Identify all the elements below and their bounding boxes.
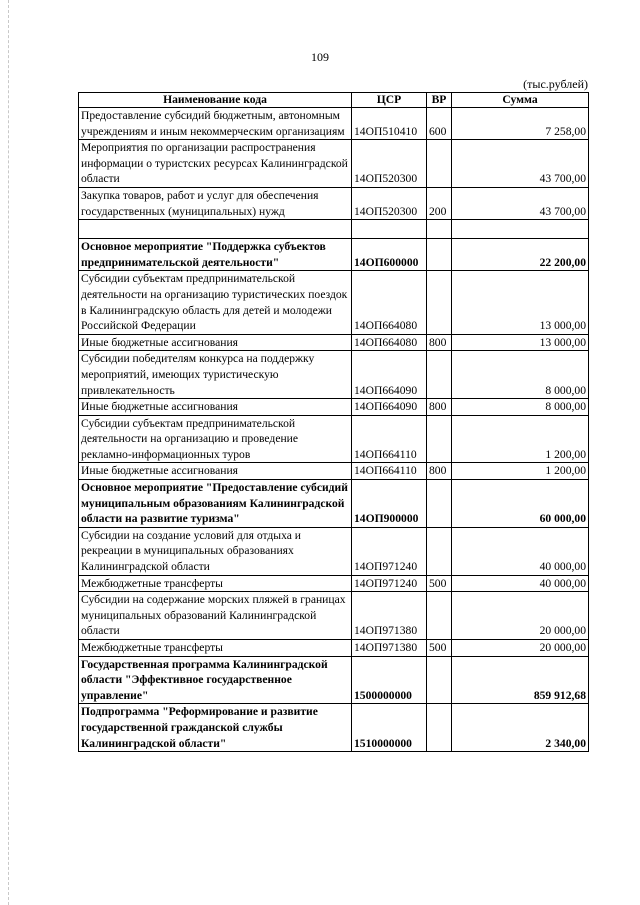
cell-sum: 8 000,00 [452, 399, 589, 416]
cell-csr: 14ОП971380 [352, 592, 427, 640]
cell-csr: 1510000000 [352, 704, 427, 752]
table-row [79, 108, 589, 140]
table-row [79, 351, 589, 399]
cell-sum: 43 700,00 [452, 140, 589, 188]
cell-vr [427, 415, 452, 463]
table-row [79, 527, 589, 575]
cell-csr: 14ОП664090 [352, 399, 427, 416]
cell-csr: 14ОП900000 [352, 480, 427, 528]
cell-sum: 7 258,00 [452, 108, 589, 140]
cell-vr [427, 239, 452, 271]
cell-sum: 1 200,00 [452, 463, 589, 480]
cell-csr: 14ОП664110 [352, 463, 427, 480]
cell-name: Субсидии на создание условий для отдыха и рекреации в муниципальных образованиях Калининградской области [79, 527, 352, 575]
cell-sum: 22 200,00 [452, 239, 589, 271]
cell-name: Субсидии победителям конкурса на поддержку мероприятий, имеющих туристическую привлекательность [79, 351, 352, 399]
cell-csr: 1500000000 [352, 656, 427, 704]
table-row [79, 239, 589, 271]
table-row [79, 592, 589, 640]
page-number: 109 [311, 50, 329, 64]
spacer-cell [352, 220, 427, 239]
cell-csr: 14ОП971240 [352, 527, 427, 575]
header-csr: ЦСР [352, 93, 427, 108]
cell-name: Основное мероприятие "Предоставление субсидий муниципальным образованиям Калининградской области на развитие туризма" [79, 480, 352, 528]
table-row [79, 656, 589, 704]
table-row [79, 140, 589, 188]
cell-sum: 20 000,00 [452, 592, 589, 640]
cell-sum: 20 000,00 [452, 640, 589, 657]
cell-vr [427, 704, 452, 752]
table-row [79, 334, 589, 351]
cell-name: Государственная программа Калининградской области "Эффективное государственное управление" [79, 656, 352, 704]
cell-name: Субсидии на содержание морских пляжей в границах муниципальных образований Калининградской области [79, 592, 352, 640]
cell-sum: 40 000,00 [452, 527, 589, 575]
cell-csr: 14ОП520300 [352, 187, 427, 219]
table-row [79, 480, 589, 528]
table-row [79, 271, 589, 334]
cell-vr: 600 [427, 108, 452, 140]
header-name: Наименование кода [79, 93, 352, 108]
cell-sum: 13 000,00 [452, 334, 589, 351]
cell-csr: 14ОП664080 [352, 334, 427, 351]
cell-name: Иные бюджетные ассигнования [79, 334, 352, 351]
cell-name: Субсидии субъектам предпринимательской деятельности на организацию туристических поездок в Калининградскую область для детей и молодежи Российской Федерации [79, 271, 352, 334]
cell-sum: 60 000,00 [452, 480, 589, 528]
cell-csr: 14ОП510410 [352, 108, 427, 140]
table-body [79, 108, 589, 752]
spacer-cell [79, 220, 352, 239]
spacer-cell [452, 220, 589, 239]
cell-csr: 14ОП664080 [352, 271, 427, 334]
cell-name: Субсидии субъектам предпринимательской деятельности на организацию и проведение рекламно-информационных туров [79, 415, 352, 463]
table-row [79, 575, 589, 592]
cell-name: Межбюджетные трансферты [79, 575, 352, 592]
cell-vr [427, 480, 452, 528]
cell-csr: 14ОП971240 [352, 575, 427, 592]
spacer-row [79, 220, 589, 239]
cell-vr [427, 271, 452, 334]
cell-vr: 800 [427, 463, 452, 480]
spacer-cell [427, 220, 452, 239]
table-row [79, 187, 589, 219]
cell-name: Основное мероприятие "Поддержка субъектов предпринимательской деятельности" [79, 239, 352, 271]
cell-name: Мероприятия по организации распространения информации о туристских ресурсах Калининградской области [79, 140, 352, 188]
cell-sum: 859 912,68 [452, 656, 589, 704]
scan-margin-line [8, 0, 10, 905]
cell-name: Закупка товаров, работ и услуг для обеспечения государственных (муниципальных) нужд [79, 187, 352, 219]
cell-vr: 200 [427, 187, 452, 219]
cell-name: Межбюджетные трансферты [79, 640, 352, 657]
cell-vr [427, 592, 452, 640]
cell-vr: 500 [427, 575, 452, 592]
budget-table [78, 92, 589, 752]
cell-vr: 800 [427, 399, 452, 416]
cell-name: Предоставление субсидий бюджетным, автономным учреждениям и иным некоммерческим организациям [79, 108, 352, 140]
cell-name: Подпрограмма "Реформирование и развитие государственной гражданской службы Калининградской области" [79, 704, 352, 752]
cell-vr [427, 351, 452, 399]
header-vr: ВР [427, 93, 452, 108]
cell-csr: 14ОП520300 [352, 140, 427, 188]
cell-sum: 40 000,00 [452, 575, 589, 592]
cell-vr: 800 [427, 334, 452, 351]
cell-sum: 43 700,00 [452, 187, 589, 219]
cell-csr: 14ОП664110 [352, 415, 427, 463]
cell-csr: 14ОП971380 [352, 640, 427, 657]
header-sum: Сумма [452, 93, 589, 108]
cell-vr [427, 656, 452, 704]
table-row [79, 399, 589, 416]
cell-sum: 13 000,00 [452, 271, 589, 334]
table-row [79, 704, 589, 752]
cell-csr: 14ОП600000 [352, 239, 427, 271]
cell-sum: 8 000,00 [452, 351, 589, 399]
cell-name: Иные бюджетные ассигнования [79, 463, 352, 480]
units-label: (тыс.рублей) [523, 77, 588, 91]
cell-sum: 2 340,00 [452, 704, 589, 752]
cell-vr [427, 140, 452, 188]
cell-sum: 1 200,00 [452, 415, 589, 463]
cell-vr [427, 527, 452, 575]
table-row [79, 463, 589, 480]
cell-vr: 500 [427, 640, 452, 657]
table-header-row [79, 93, 589, 108]
table-row [79, 640, 589, 657]
cell-name: Иные бюджетные ассигнования [79, 399, 352, 416]
cell-csr: 14ОП664090 [352, 351, 427, 399]
table-row [79, 415, 589, 463]
